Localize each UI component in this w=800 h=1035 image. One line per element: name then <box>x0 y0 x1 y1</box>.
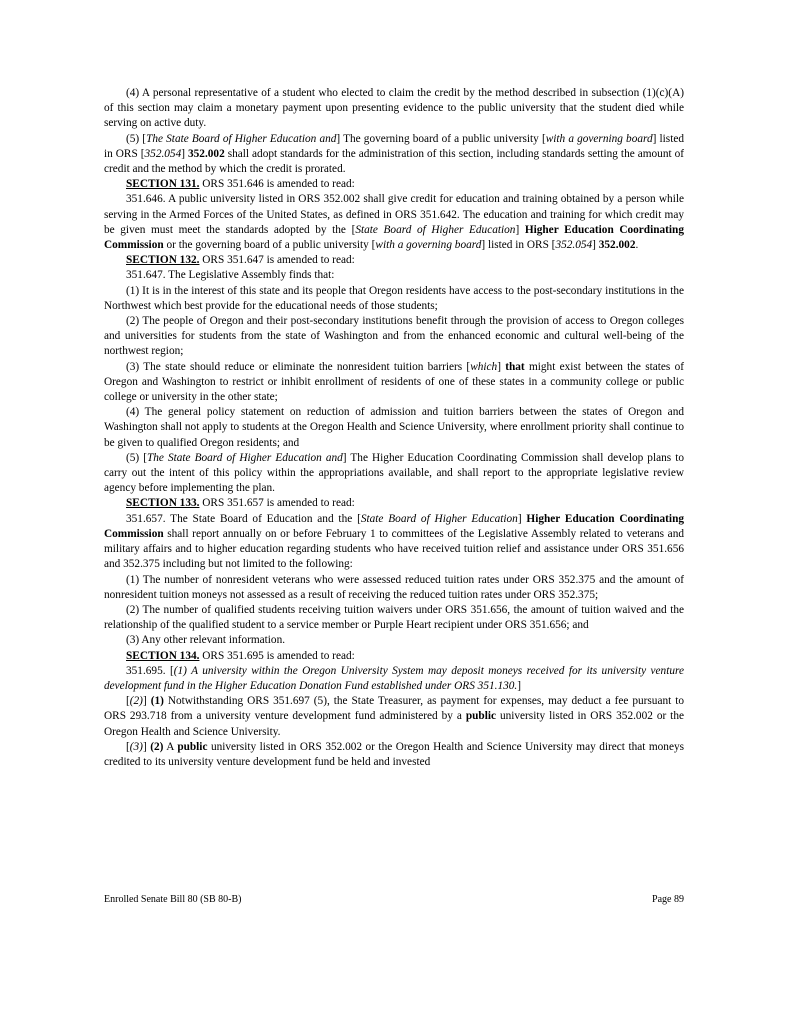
paragraph <box>104 405 684 451</box>
text-run: ] <box>515 223 525 236</box>
bold-text: (2) <box>150 740 164 753</box>
italic-text: with a governing board <box>375 239 482 252</box>
section-heading: SECTION 131. <box>126 178 200 191</box>
text-run: ] <box>517 512 527 525</box>
text-run: (2) The number of qualified students receiving tuition waivers under ORS 351.656, the amount of tuition waived and the relationship of the qualified student to a service member or Purple Heart recipient under ORS 351.656; and <box>104 603 684 632</box>
paragraph <box>104 512 684 573</box>
paragraph <box>104 253 684 268</box>
bold-text: public <box>177 740 208 753</box>
text-run: ORS 351.695 is amended to read: <box>199 649 355 662</box>
text-run: or the governing board of a public university [ <box>163 239 376 252</box>
footer-bill-title: Enrolled Senate Bill 80 (SB 80-B) <box>104 894 242 905</box>
paragraph <box>104 740 684 770</box>
text-run: ] <box>142 740 151 753</box>
text-run: [ <box>126 740 130 753</box>
italic-text: (3) <box>129 740 143 753</box>
text-run: (1) The number of nonresident veterans who were assessed reduced tuition rates under ORS 352.375 and the amount of nonresident tuition moneys not assessed as a result of receiving the reduced tuition rates under ORS 352.375; <box>104 573 684 601</box>
text-run: ] <box>592 239 599 252</box>
bold-text: (1) <box>150 695 164 708</box>
text-run: ] The Higher Education Coordinating Commission shall develop plans to carry out the intent of this policy within the appropriations available, and shall report to the appropriate legislative review agency before implementing the plan. <box>104 451 684 495</box>
text-run: (2) The people of Oregon and their post-secondary institutions benefit through the provision of access to Oregon colleges and universities for students from the state of Washington and from the enhanced economic and cultural well-being of the northwest region; <box>104 315 684 358</box>
bold-text: that <box>505 360 525 373</box>
text-run: ] listed in ORS [ <box>104 132 684 160</box>
paragraph <box>104 573 684 603</box>
text-run: 351.657. The State Board of Education and the [ <box>126 512 361 525</box>
paragraph <box>104 603 684 633</box>
text-run: ] listed in ORS [ <box>481 239 556 252</box>
section-heading: SECTION 133. <box>126 497 200 510</box>
text-run: (3) Any other relevant information. <box>126 634 286 647</box>
paragraph <box>104 132 684 178</box>
footer-page-number: Page 89 <box>652 894 684 905</box>
text-run: 351.647. The Legislative Assembly finds that: <box>126 269 335 282</box>
bold-text: public <box>465 710 496 723</box>
text-run: (5) [ <box>126 451 147 464</box>
text-run: shall adopt standards for the administration of this section, including standards setting the amount of credit and the method by which the credit is prorated. <box>104 147 685 176</box>
bold-text: 352.002 <box>188 147 225 160</box>
italic-text: 352.054 <box>555 239 593 252</box>
italic-text: 352.054 <box>144 147 182 160</box>
text-run: [ <box>126 695 130 708</box>
paragraph <box>104 360 684 406</box>
paragraph <box>104 694 684 740</box>
bold-text: Higher Education Coordinating Commission <box>104 223 684 252</box>
italic-text: The State Board of Higher Education and <box>146 132 337 145</box>
text-run: (4) The general policy statement on reduction of admission and tuition barriers between the states of Oregon and Washington shall not apply to students at the Oregon Health and Science University, where enrollment priority shall continue to be given to qualified Oregon residents; and <box>104 406 684 449</box>
text-run: (5) [ <box>126 132 147 145</box>
paragraph <box>104 177 684 192</box>
bold-text: 352.002 <box>598 239 636 252</box>
text-run: (1) It is in the interest of this state and its people that Oregon residents have access to the post-secondary institutions in the Northwest which best provide for the educational needs of those students; <box>104 284 684 312</box>
paragraph <box>104 284 684 314</box>
paragraph <box>104 451 684 497</box>
text-run: shall report annually on or before February 1 to committees of the Legislative Assembly related to veterans and military affairs and to higher education regarding students who have received tuition relief and assistance under ORS 351.656 and 352.375 including but not limited to the following: <box>104 527 684 571</box>
italic-text: The State Board of Higher Education and <box>146 451 343 464</box>
paragraph <box>104 664 684 694</box>
text-run: ] The governing board of a public university [ <box>336 132 546 145</box>
text-run: ] <box>181 147 188 160</box>
page-footer <box>104 894 684 905</box>
text-run: . <box>635 239 639 252</box>
text-run: (3) The state should reduce or eliminate the nonresident tuition barriers [ <box>126 360 471 373</box>
paragraph <box>104 314 684 360</box>
bold-text: Higher Education Coordinating Commission <box>104 512 684 540</box>
italic-text: which <box>470 360 498 373</box>
text-run: ORS 351.657 is amended to read: <box>199 497 355 510</box>
text-run: (4) A personal representative of a student who elected to claim the credit by the method described in subsection (1)(c)(A) of this section may claim a monetary payment upon presenting evidence to the public university that the student died while serving on active duty. <box>104 87 684 130</box>
italic-text: State Board of Higher Education <box>360 512 518 525</box>
text-run: university listed in ORS 352.002 or the Oregon Health and Science University. <box>104 710 684 738</box>
text-run: ORS 351.647 is amended to read: <box>199 254 355 267</box>
italic-text: State Board of Higher Education <box>355 223 516 236</box>
text-run: university listed in ORS 352.002 or the Oregon Health and Science University may direct that moneys credited to its university venture development fund be held and invested <box>104 740 685 768</box>
document-body <box>104 86 684 770</box>
text-run: ] <box>142 695 151 708</box>
text-run: Notwithstanding ORS 351.697 (5), the State Treasurer, as payment for expenses, may deduct a fee pursuant to ORS 293.718 from a university venture development fund administered by a <box>104 695 685 723</box>
paragraph <box>104 649 684 664</box>
text-run: 351.646. A public university listed in ORS 352.002 shall give credit for education and training obtained by a person while serving in the Armed Forces of the United States, as defined in ORS 351.642. The education and training for which credit may be given must meet the standards adopted by the [ <box>104 193 684 236</box>
text-run: A <box>163 740 178 753</box>
section-heading: SECTION 134. <box>126 649 200 662</box>
italic-text: with a governing board <box>545 132 653 145</box>
text-run: ] <box>517 679 521 692</box>
section-heading: SECTION 132. <box>126 254 200 267</box>
paragraph <box>104 86 684 132</box>
text-run: 351.695. [ <box>126 664 174 677</box>
text-run: ORS 351.646 is amended to read: <box>199 178 355 191</box>
paragraph <box>104 192 684 253</box>
text-run: ] <box>497 360 506 373</box>
italic-text: (1) A university within the Oregon University System may deposit moneys received for its university venture development fund in the Higher Education Donation Fund established under ORS 351.130. <box>104 664 684 692</box>
paragraph <box>104 633 684 648</box>
text-run: might exist between the states of Oregon and Washington to restrict or inhibit enrollment of residents of one of these states in a community college or public college or university in the other state; <box>104 360 684 404</box>
paragraph <box>104 268 684 283</box>
paragraph <box>104 496 684 511</box>
italic-text: (2) <box>129 695 143 708</box>
